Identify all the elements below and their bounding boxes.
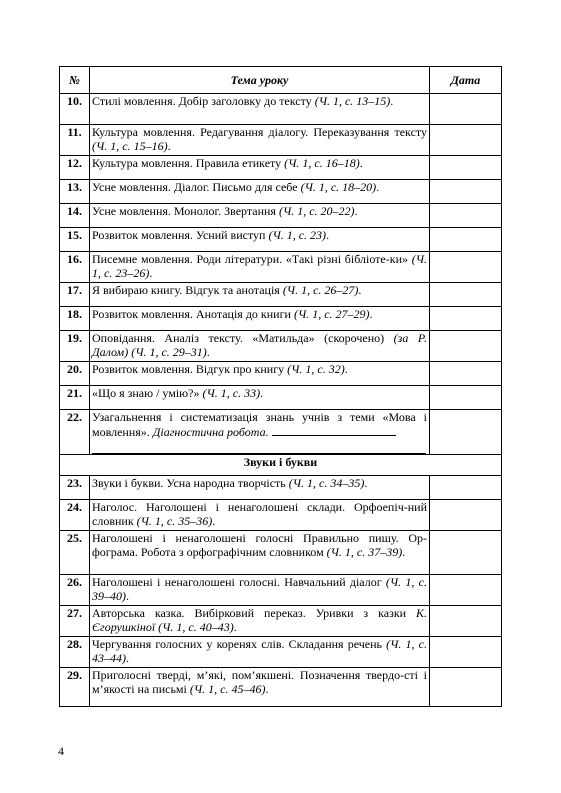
lesson-topic xyxy=(90,252,430,283)
table-row xyxy=(60,606,502,637)
lesson-topic-end: . xyxy=(126,651,129,665)
lesson-date-cell xyxy=(430,228,502,252)
table-header-row xyxy=(60,67,502,94)
lesson-topic-end: . xyxy=(233,620,237,634)
lesson-topic-end: . xyxy=(344,362,348,376)
table-row xyxy=(60,125,502,156)
lesson-topic-emphasis: Діагностична робота. xyxy=(152,425,269,439)
lesson-number: 11. xyxy=(60,125,90,156)
page-number: 4 xyxy=(58,744,64,758)
lesson-number: 12. xyxy=(60,156,90,180)
lesson-reference: (Ч. 1, с. 27–29) xyxy=(293,307,370,321)
lesson-date-cell xyxy=(430,307,502,331)
lesson-number: 23. xyxy=(60,476,90,500)
table-row xyxy=(60,94,502,125)
lesson-topic-text: Оповідання. Аналіз тексту. «Матильда» (скорочено) xyxy=(92,331,394,345)
lesson-topic-end: . xyxy=(402,545,406,559)
lesson-topic-text: Розвиток мовлення. Відгук про книгу xyxy=(92,362,288,376)
table-row xyxy=(60,204,502,228)
lesson-reference: (Ч. 1, с. 23–26) xyxy=(92,252,427,280)
lesson-topic xyxy=(90,307,430,331)
lesson-topic-end: . xyxy=(206,345,210,359)
lesson-topic xyxy=(90,362,430,386)
lesson-reference: К. Єгорушкіної (Ч. 1, с. 40–43) xyxy=(92,606,427,634)
lesson-date-cell xyxy=(430,531,502,575)
lesson-topic-text: Приголосні тверді, м’які, пом’якшені. Позначення твердо-сті і м’якості на письмі xyxy=(92,668,427,696)
lesson-topic-text: Культура мовлення. Редагування діалогу. Переказування тексту xyxy=(92,125,427,139)
lesson-topic-text: Розвиток мовлення. Анотація до книги xyxy=(92,307,294,321)
lesson-number: 17. xyxy=(60,283,90,307)
lesson-topic xyxy=(90,637,430,668)
lesson-topic xyxy=(90,156,430,180)
lesson-reference: (Ч. 1, с. 43–44) xyxy=(92,637,427,665)
lesson-date-cell xyxy=(430,606,502,637)
table-row xyxy=(60,307,502,331)
lesson-topic-end: . xyxy=(390,94,394,108)
lesson-topic xyxy=(90,180,430,204)
lesson-topic-end: . xyxy=(376,180,380,194)
table-row xyxy=(60,180,502,204)
lesson-topic-text: Наголос. Наголошені і ненаголошені склади. Орфоепіч-ний словник xyxy=(92,500,427,528)
lesson-topic-text: Звуки і букви. Усна народна творчість xyxy=(92,476,289,490)
fill-in-line xyxy=(272,424,396,436)
table-row xyxy=(60,500,502,531)
lesson-topic-text: Усне мовлення. Діалог. Письмо для себе xyxy=(92,180,301,194)
lesson-number: 28. xyxy=(60,637,90,668)
lesson-topic xyxy=(90,228,430,252)
lesson-reference: (Ч. 1, с. 45–46) xyxy=(189,682,266,696)
lesson-topic-end: . xyxy=(212,514,216,528)
header-number: № xyxy=(60,67,90,94)
lesson-date-cell xyxy=(430,410,502,455)
lesson-date-cell xyxy=(430,668,502,707)
lesson-date-cell xyxy=(430,500,502,531)
lesson-topic-text: «Що я знаю / умію?» xyxy=(92,386,203,400)
lesson-topic-end: . xyxy=(358,283,362,297)
section-row xyxy=(60,455,502,476)
lesson-topic-text: Наголошені і ненаголошені голосні. Навчальний діалог xyxy=(92,575,386,589)
lesson-topic xyxy=(90,575,430,606)
header-date: Дата xyxy=(430,67,502,94)
lesson-date-cell xyxy=(430,575,502,606)
lesson-topic-end: . xyxy=(149,266,153,280)
lesson-topic-end: . xyxy=(369,307,373,321)
lesson-reference: (Ч. 1, с. 35–36) xyxy=(136,514,213,528)
lesson-date-cell xyxy=(430,180,502,204)
lesson-date-cell xyxy=(430,283,502,307)
lesson-topic xyxy=(90,125,430,156)
lesson-number: 21. xyxy=(60,386,90,410)
lesson-date-cell xyxy=(430,362,502,386)
lesson-reference: (Ч. 1, с. 26–27) xyxy=(282,283,359,297)
table-row xyxy=(60,156,502,180)
table-row xyxy=(60,331,502,362)
lesson-topic xyxy=(90,668,430,707)
lesson-topic-text: Я вибираю книгу. Відгук та анотація xyxy=(92,283,283,297)
lesson-topic-end: . xyxy=(167,139,171,153)
lesson-reference: (Ч. 1, с. 34–35) xyxy=(288,476,365,490)
lesson-topic-text: Чергування голосних у коренях слів. Складання речень xyxy=(92,637,387,651)
table-row xyxy=(60,410,502,455)
lesson-topic-text: Розвиток мовлення. Усний виступ xyxy=(92,228,269,242)
lesson-topic xyxy=(90,94,430,125)
lesson-number: 19. xyxy=(60,331,90,362)
lesson-date-cell xyxy=(430,331,502,362)
lesson-topic-text: Стилі мовлення. Добір заголовку до тексту xyxy=(92,94,315,108)
lesson-topic-end: . xyxy=(359,156,363,170)
lesson-number: 29. xyxy=(60,668,90,707)
lesson-date-cell xyxy=(430,252,502,283)
table-row xyxy=(60,575,502,606)
lesson-number: 26. xyxy=(60,575,90,606)
lesson-reference: (Ч. 1, с. 23) xyxy=(268,228,327,242)
fill-in-line xyxy=(92,441,426,454)
lesson-date-cell xyxy=(430,204,502,228)
lesson-topic-end: . xyxy=(126,589,129,603)
lesson-number: 20. xyxy=(60,362,90,386)
table-row xyxy=(60,668,502,707)
lesson-date-cell xyxy=(430,476,502,500)
lesson-date-cell xyxy=(430,156,502,180)
lesson-reference: (Ч. 1, с. 39–40) xyxy=(92,575,427,603)
table-row xyxy=(60,476,502,500)
lesson-number: 25. xyxy=(60,531,90,575)
lesson-topic-end: . xyxy=(364,476,368,490)
lesson-date-cell xyxy=(430,125,502,156)
lesson-number: 24. xyxy=(60,500,90,531)
lesson-date-cell xyxy=(430,94,502,125)
section-title: Звуки і букви xyxy=(60,455,502,476)
lesson-reference: (Ч. 1, с. 16–18) xyxy=(284,156,360,170)
lesson-topic-text: Усне мовлення. Монолог. Звертання xyxy=(92,204,279,218)
lesson-reference: (за Р. Далом) (Ч. 1, с. 29–31) xyxy=(92,331,427,359)
lesson-plan-table xyxy=(59,66,502,707)
lesson-number: 15. xyxy=(60,228,90,252)
lesson-number: 16. xyxy=(60,252,90,283)
lesson-topic-text: Узагальнення і систематизація знань учнів з теми «Мова і мовлення». xyxy=(92,410,427,439)
lesson-date-cell xyxy=(430,637,502,668)
lesson-topic xyxy=(90,500,430,531)
lesson-number: 18. xyxy=(60,307,90,331)
lesson-topic-text: Культура мовлення. Правила етикету xyxy=(92,156,285,170)
table-row xyxy=(60,362,502,386)
lesson-topic xyxy=(90,606,430,637)
lesson-reference: (Ч. 1, с. 32) xyxy=(287,362,345,376)
table-row xyxy=(60,228,502,252)
lesson-topic-text: Авторська казка. Вибірковий переказ. Уривки з казки xyxy=(92,606,417,620)
lesson-topic-end: . xyxy=(326,228,330,242)
lesson-topic-text: Писемне мовлення. Роди літератури. «Такі різні бібліоте-ки» xyxy=(92,252,412,266)
table-row xyxy=(60,386,502,410)
lesson-number: 22. xyxy=(60,410,90,455)
lesson-reference: (Ч. 1, с. 33) xyxy=(202,386,261,400)
lesson-topic xyxy=(90,283,430,307)
lesson-reference: (Ч. 1, с. 20–22) xyxy=(278,204,355,218)
header-topic: Тема уроку xyxy=(90,67,430,94)
lesson-number: 10. xyxy=(60,94,90,125)
lesson-reference: (Ч. 1, с. 18–20) xyxy=(300,180,377,194)
lesson-topic-end: . xyxy=(265,682,269,696)
table-row xyxy=(60,637,502,668)
table-row xyxy=(60,283,502,307)
lesson-topic xyxy=(90,204,430,228)
lesson-topic xyxy=(90,410,430,455)
lesson-topic-end: . xyxy=(354,204,358,218)
lesson-topic-text: Наголошені і ненаголошені голосні Правильно пишу. Ор-фограма. Робота з орфографічним словником xyxy=(92,531,427,559)
lesson-date-cell xyxy=(430,386,502,410)
lesson-reference: (Ч. 1, с. 15–16) xyxy=(92,139,168,153)
lesson-reference: (Ч. 1, с. 37–39) xyxy=(326,545,403,559)
lesson-number: 13. xyxy=(60,180,90,204)
lesson-topic xyxy=(90,386,430,410)
lesson-reference: (Ч. 1, с. 13–15) xyxy=(314,94,391,108)
table-row xyxy=(60,252,502,283)
lesson-number: 14. xyxy=(60,204,90,228)
lesson-topic-end: . xyxy=(260,386,264,400)
lesson-number: 27. xyxy=(60,606,90,637)
lesson-topic xyxy=(90,331,430,362)
table-row xyxy=(60,531,502,575)
lesson-topic xyxy=(90,531,430,575)
lesson-topic xyxy=(90,476,430,500)
